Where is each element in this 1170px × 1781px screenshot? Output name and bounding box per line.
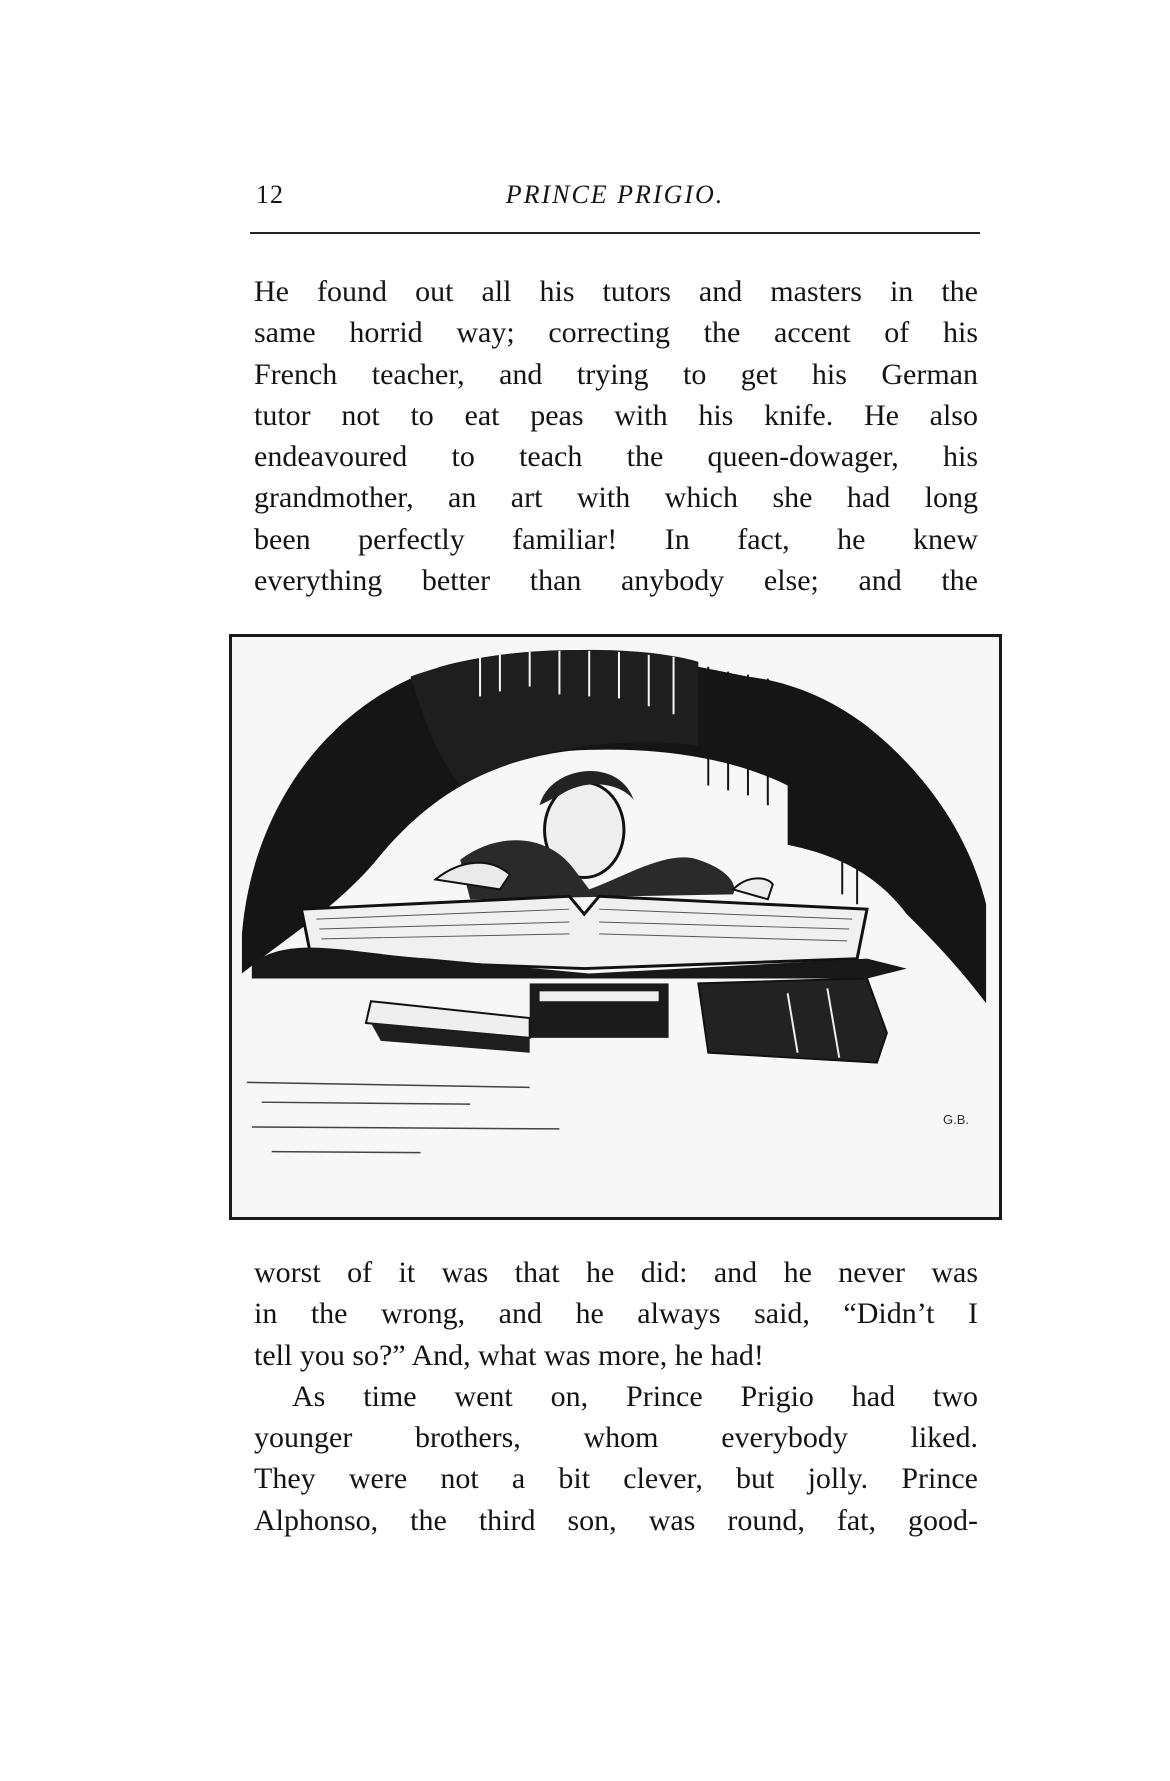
text-line: tutor not to eat peas with his knife. He also [254,398,978,432]
text-line: endeavoured to teach the queen-dowager, his [254,440,978,474]
text-line: Alphonso, the third son, was round, fat, good- [254,1503,978,1537]
text-line: been perfectly familiar! In fact, he knew [254,522,978,556]
illustration-boy-reading [229,634,1002,1220]
page-number: 12 [256,180,284,209]
text-line: everything better than anybody else; and the [254,564,978,598]
text-line: in the wrong, and he always said, “Didn’t I [254,1297,978,1331]
text-line: He found out all his tutors and masters in the [254,275,978,308]
text-line: younger brothers, whom everybody liked. [254,1421,978,1455]
text-line: worst of it was that he did: and he never was [254,1256,978,1289]
boy-reading-book-illustration [232,637,999,1217]
body-text-bottom [254,1252,978,1541]
body-text-top [254,271,978,601]
text-line: French teacher, and trying to get his German [254,357,978,391]
text-line: tell you so?” And, what was more, he had! [254,1338,764,1372]
page-header [250,180,980,216]
artist-signature: G.B. [942,1112,969,1127]
text-line: As time went on, Prince Prigio had two [292,1379,978,1413]
text-line: grandmother, an art with which she had long [254,481,978,515]
text-line: They were not a bit clever, but jolly. Prince [254,1462,978,1496]
text-line: same horrid way; correcting the accent of his [254,316,978,350]
running-title: PRINCE PRIGIO. [505,180,725,209]
header-rule [250,232,980,234]
